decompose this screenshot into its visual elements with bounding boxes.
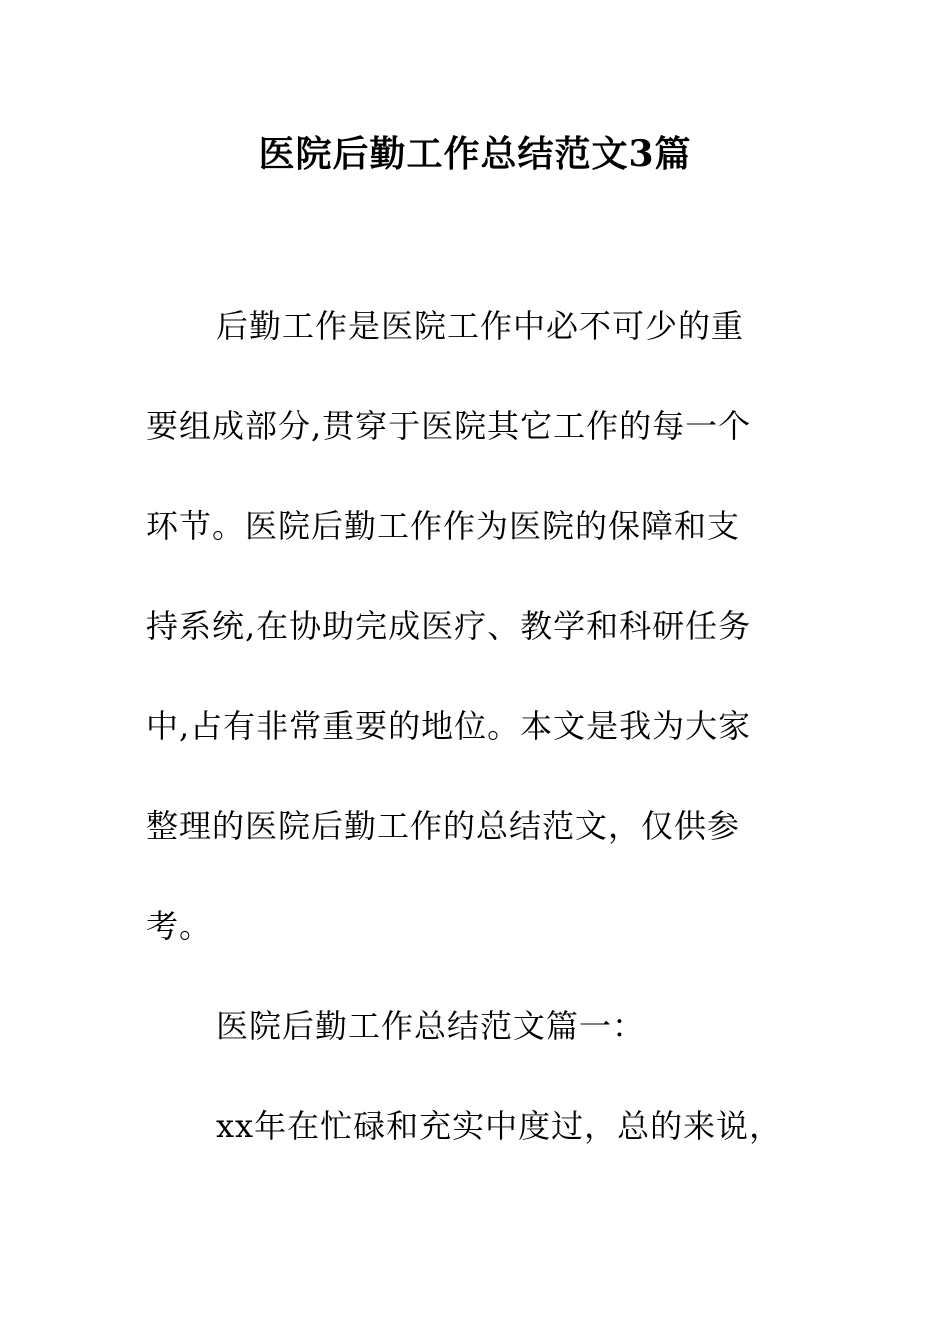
intro-line-3: 环节。医院后勤工作作为医院的保障和支 xyxy=(146,507,741,545)
document-title: 医院后勤工作总结范文3篇 xyxy=(258,133,692,175)
intro-line-6: 整理的医院后勤工作的总结范文，仅供参 xyxy=(146,807,741,845)
intro-line-4: 持系统,在协助完成医疗、教学和科研任务 xyxy=(146,607,752,645)
section-heading: 医院后勤工作总结范文篇一： xyxy=(216,1007,646,1045)
intro-line-2: 要组成部分,贯穿于医院其它工作的每一个 xyxy=(146,407,752,445)
intro-line-5: 中,占有非常重要的地位。本文是我为大家 xyxy=(146,707,752,745)
section-first-line: xx年在忙碌和充实中度过，总的来说， xyxy=(216,1107,783,1145)
intro-line-1: 后勤工作是医院工作中必不可少的重 xyxy=(216,307,745,345)
intro-line-7: 考。 xyxy=(146,907,213,945)
